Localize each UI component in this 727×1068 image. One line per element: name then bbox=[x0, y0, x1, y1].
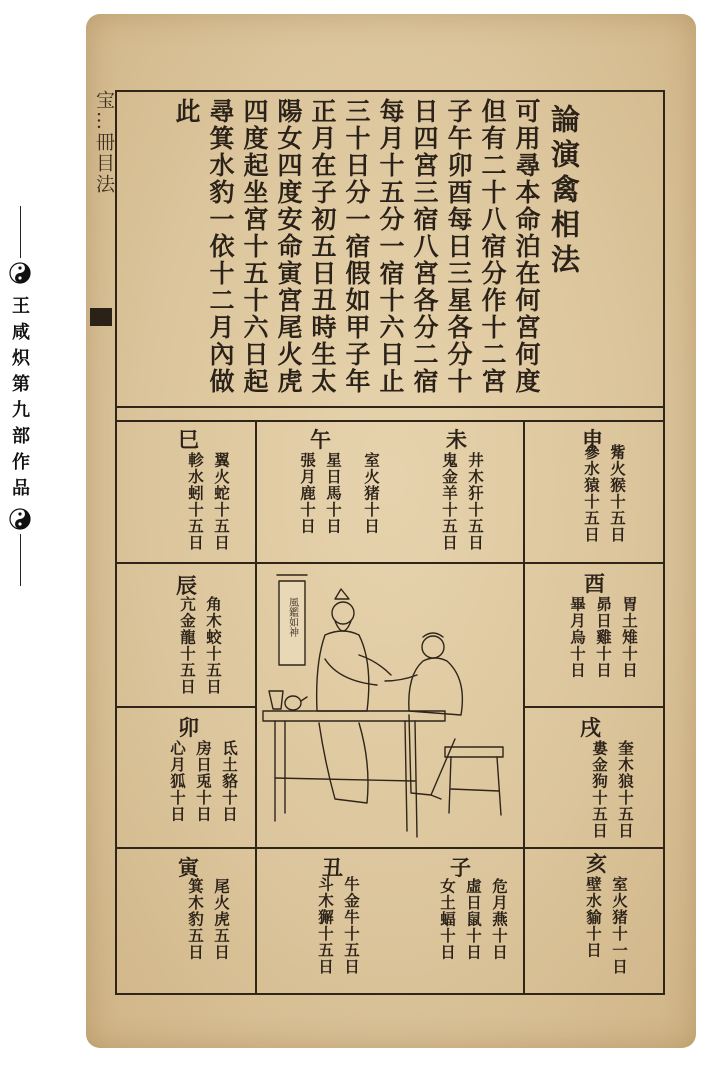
caption-char: 王 bbox=[12, 296, 30, 317]
caption-char: 作 bbox=[12, 452, 30, 473]
branch-label: 亥 bbox=[586, 851, 607, 876]
lunar-mansion: 昴日雞十日 bbox=[594, 596, 613, 679]
branch-label: 巳 bbox=[178, 427, 199, 452]
main-text bbox=[170, 98, 542, 413]
text-column: 四度起坐宮十五十六日起 bbox=[240, 98, 269, 395]
text-column: 日四宮三宿八宮各分二宿 bbox=[410, 98, 439, 395]
branch-label: 酉 bbox=[584, 571, 605, 596]
lunar-mansion: 房日兎十日 bbox=[194, 740, 213, 823]
lunar-mansion: 斗木獬十五日 bbox=[316, 876, 335, 975]
lunar-mansion: 鬼金羊十五日 bbox=[440, 452, 459, 551]
caption-char: 部 bbox=[12, 426, 30, 447]
divider bbox=[115, 847, 665, 849]
caption-char: 九 bbox=[12, 400, 30, 421]
lunar-mansion: 翼火蛇十五日 bbox=[212, 452, 231, 551]
yin-yang-icon bbox=[9, 508, 31, 530]
lunar-mansion: 觜火猴十五日 bbox=[608, 444, 627, 543]
divider bbox=[523, 706, 665, 708]
text-column: 但有二十八宿分作十二宮 bbox=[478, 98, 507, 395]
text-column: 可用尋本命泊在何宮何度 bbox=[512, 98, 541, 395]
lunar-mansion: 室火猪十日 bbox=[362, 452, 381, 535]
text-column: 尋箕水豹一依十二月內做 bbox=[206, 98, 235, 395]
caption-char: 品 bbox=[12, 478, 30, 499]
side-caption bbox=[0, 200, 42, 600]
lunar-mansion: 箕木豹五日 bbox=[186, 878, 205, 961]
lunar-mansion: 亢金龍十五日 bbox=[178, 596, 197, 695]
lunar-mansion: 氐土貉十日 bbox=[220, 740, 239, 823]
spine-text: 宝…冊目法 bbox=[93, 90, 115, 195]
branch-label: 卯 bbox=[178, 715, 199, 740]
branch-label: 申 bbox=[582, 427, 603, 452]
book-spine bbox=[88, 80, 114, 340]
branch-label: 丑 bbox=[322, 855, 343, 880]
lunar-mansion: 井木犴十五日 bbox=[466, 452, 485, 551]
text-column: 每月十五分一宿十六日止 bbox=[376, 98, 405, 395]
text-column: 三十日分一宿假如甲子年 bbox=[342, 98, 371, 395]
text-column: 子午卯酉每日三星各分十 bbox=[444, 98, 473, 395]
branch-label: 戌 bbox=[580, 715, 601, 740]
branch-label: 子 bbox=[450, 855, 471, 880]
lunar-mansion: 星日馬十日 bbox=[324, 452, 343, 535]
lunar-mansion: 張月鹿十日 bbox=[298, 452, 317, 535]
divider bbox=[20, 206, 21, 258]
text-column: 陽女四度安命寅宮尾火虎 bbox=[274, 98, 303, 395]
lunar-mansion: 胃土雉十日 bbox=[620, 596, 639, 679]
lunar-mansion: 壁水貐十日 bbox=[584, 876, 603, 959]
lunar-mansion: 畢月烏十日 bbox=[568, 596, 587, 679]
lunar-mansion: 心月狐十日 bbox=[168, 740, 187, 823]
fortune-teller-illustration bbox=[255, 563, 524, 845]
scroll-text: 風鑑如神 bbox=[286, 597, 298, 637]
caption-char: 炽 bbox=[12, 348, 30, 369]
branch-label: 午 bbox=[310, 427, 331, 452]
branch-label: 辰 bbox=[176, 573, 197, 598]
lunar-mansion: 尾火虎五日 bbox=[212, 878, 231, 961]
branch-label: 寅 bbox=[178, 855, 199, 880]
lunar-mansion: 室火猪十一日 bbox=[610, 876, 629, 975]
lunar-mansion: 奎木狼十五日 bbox=[616, 740, 635, 839]
lunar-mansion: 角木蛟十五日 bbox=[204, 596, 223, 695]
lunar-mansion: 牛金牛十五日 bbox=[342, 876, 361, 975]
divider bbox=[115, 706, 255, 708]
lunar-mansion: 危月燕十日 bbox=[490, 878, 509, 961]
divider bbox=[20, 534, 21, 586]
lunar-mansion: 女土蝠十日 bbox=[438, 878, 457, 961]
text-column: 正月在子初五日丑時生太 bbox=[308, 98, 337, 395]
lunar-mansion: 軫水蚓十五日 bbox=[186, 452, 205, 551]
yin-yang-icon bbox=[9, 262, 31, 284]
author-caption bbox=[8, 297, 34, 499]
lunar-mansion: 虛日鼠十日 bbox=[464, 878, 483, 961]
lunar-mansion: 婁金狗十五日 bbox=[590, 740, 609, 839]
spine-mark bbox=[90, 308, 112, 326]
text-column: 此 bbox=[172, 98, 201, 125]
page-title: 論演禽相法 bbox=[547, 104, 581, 279]
caption-char: 咸 bbox=[12, 322, 30, 343]
branch-label: 未 bbox=[446, 427, 467, 452]
lunar-mansion: 參水猿十五日 bbox=[582, 444, 601, 543]
divider bbox=[115, 420, 665, 422]
caption-char: 第 bbox=[12, 374, 30, 395]
